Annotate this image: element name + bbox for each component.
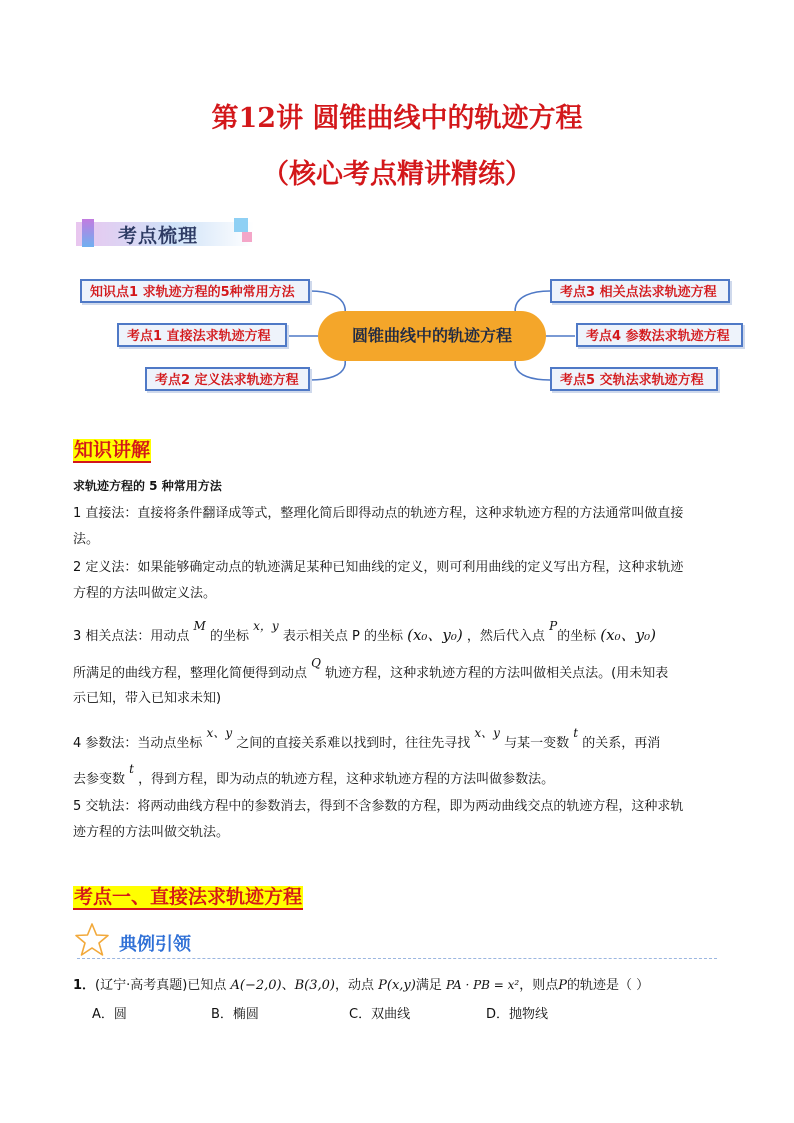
topic-1-heading: 考点一、直接法求轨迹方程 [74,886,303,908]
method-3-line1: 3 相关点法：用动点 M 的坐标 x，y 表示相关点 P 的坐标 (x₀、y₀) ，然后代入点 P的坐标 (x₀、y₀) [73,619,656,644]
example-divider [77,958,717,959]
method-5-line2: 迹方程的方法叫做交轨法。 [73,825,230,840]
knowledge-subheading: 求轨迹方程的 5 种常用方法 [73,479,222,493]
star-icon [74,922,110,958]
method-4-line2: 去参变数 t ，得到方程，即为动点的轨迹方程，这种求轨迹方程的方法叫做参数法。 [73,762,555,787]
mindmap-center-node: 圆锥曲线中的轨迹方程 [318,311,546,361]
method-5-line1: 5 交轨法：将两动曲线方程中的参数消去，得到不含参数的方程，即为两动曲线交点的轨迹方程，这种求轨 [73,799,684,814]
mindmap-node-topic-3: 考点3 相关点法求轨迹方程 [550,279,730,303]
option-c[interactable]: C．双曲线 [349,1007,411,1022]
method-2-line2: 方程的方法叫做定义法。 [73,586,217,601]
method-1-line2: 法。 [73,532,100,547]
method-1-line1: 1 直接法：直接将条件翻译成等式，整理化简后即得动点的轨迹方程，这种求轨迹方程的方法通常叫做直接 [73,506,684,521]
section-banner [76,216,258,252]
document-title-line2: （核心考点精讲精练） [262,159,532,190]
mindmap-node-topic-5: 考点5 交轨法求轨迹方程 [550,367,718,391]
mindmap-node-topic-4: 考点4 参数法求轨迹方程 [576,323,743,347]
option-d[interactable]: D．抛物线 [486,1007,549,1022]
section-banner-label: 考点梳理 [118,225,199,247]
document-title-line1: 第12讲 圆锥曲线中的轨迹方程 [211,103,583,134]
banner-decoration-icon [82,219,94,247]
method-3-line2: 所满足的曲线方程，整理化简便得到动点 Q 轨迹方程，这种求轨迹方程的方法叫做相关点法。(用未知表 [73,656,669,681]
method-2-line1: 2 定义法：如果能够确定动点的轨迹满足某种已知曲线的定义，则可利用曲线的定义写出方程，这种求轨迹 [73,560,684,575]
mindmap-node-topic-1: 考点1 直接法求轨迹方程 [117,323,287,347]
option-a[interactable]: A．圆 [92,1007,127,1022]
option-b[interactable]: B．椭圆 [211,1007,259,1022]
method-4-line1: 4 参数法：当动点坐标 x、y 之间的直接关系难以找到时，往往先寻找 x、y 与某一变数 t 的关系，再消 [73,726,661,751]
question-1: 1．(辽宁·高考真题)已知点 A(−2,0)、B(3,0)，动点 P(x,y)满足 PA · PB = x²，则点P的轨迹是（ ） [73,978,650,993]
example-label: 典例引领 [119,934,191,955]
mindmap-node-topic-2: 考点2 定义法求轨迹方程 [145,367,310,391]
mindmap-node-knowledge-1: 知识点1 求轨迹方程的5种常用方法 [80,279,310,303]
method-3-line3: 示已知，带入已知求未知) [73,691,222,706]
knowledge-heading: 知识讲解 [74,439,151,461]
